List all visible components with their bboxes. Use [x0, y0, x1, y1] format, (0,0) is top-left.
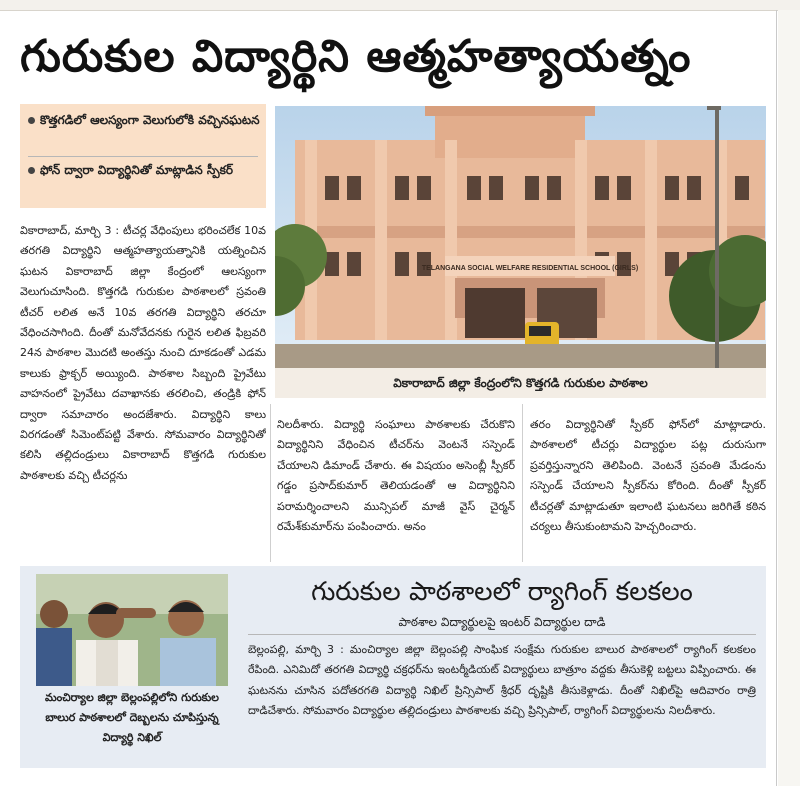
bullet-icon [28, 167, 35, 174]
adjacent-column [778, 10, 800, 786]
student-photo [36, 574, 228, 686]
column-2-text: నిలదీశారు. విద్యార్థి సంఘాలు పాఠశాలకు చేరుకొని విద్యార్థినిని వేధించిన టీచర్‌ను వెంటనే సస్పెండ్ చేయాలని డిమాండ్ చేశారు. ఈ విషయం అసెంబ్లీ స్పీకర్ గడ్డం ప్రసాద్‌కుమార్ తెలియడంతో ఆ విద్యార్థినిని పరామర్శించాలని మున్సిపల్ మాజీ వైస్ చైర్మన్ రమేశ్‌కుమార్‌ను పంపించారు. అనం [277, 418, 515, 534]
bullet-icon [28, 117, 35, 124]
photo-caption: వికారాబాద్ జిల్లా కేంద్రంలోని కొత్తగడి గురుకుల పాఠశాల [275, 368, 766, 398]
page-column-divider [776, 10, 777, 786]
article-column-1 [20, 210, 266, 562]
highlight-item-1 [28, 112, 260, 128]
column-1-text: వికారాబాద్, మార్చి 3 : టీచర్ల వేధింపులు భరించలేక 10వ తరగతి విద్యార్థిని ఆత్మహత్యాయత్నానికి యత్నించిన ఘటన వికారాబాద్ జిల్లా కేంద్రంలో ఆలస్యంగా వెలుగుచూసింది. కొత్తగడి గురుకుల పాఠశాలలో స్రవంతి టీచర్ లలిత అనే 10వ తరగతి విద్యార్థిని తరచూ వేధించసాగింది. దీంతో మనోవేదనకు గురైన లలిత ఫిబ్రవరి 24న పాఠశాల మొదటి అంతస్తు నుంచి దూకడంతో ఎడమ కాలుకు ఫ్రాక్చర్ అయ్యింది. పాఠశాల సిబ్బంది ప్రైవేటు వాహనంలో ప్రైవేటు దవాఖానకు తరలించి, తండ్రికి ఫోన్ ద్వారా సమాచారం అందజేశారు. విద్యార్థిని కాలు విరగడంతో సిమెంట్‌పట్టి వేశారు. సోమవారం విద్యార్థినితో కలిసి తల్లిదండ్రులు వికారాబాద్ కొత్తగడి గురుకుల పాఠశాలకు వచ్చి టీచర్లను [20, 224, 266, 482]
side-story-deck: పాఠశాల విద్యార్థులపై ఇంటర్ విద్యార్థుల దాడి [398, 615, 606, 629]
article-column-2 [277, 404, 515, 562]
highlight-text-1: కొత్తగడిలో ఆలస్యంగా వెలుగులోకి వచ్చినఘటన [40, 113, 260, 127]
side-story-body [248, 640, 756, 764]
previous-article-strip [0, 0, 800, 11]
highlight-text-2: ఫోన్ ద్వారా విద్యార్థినితో మాట్లాడిన స్పీకర్ [40, 163, 234, 177]
side-story-divider [248, 634, 756, 635]
student-photo-caption: మంచిర్యాల జిల్లా బెల్లంపల్లిలోని గురుకుల బాలుర పాఠశాలలో దెబ్బలను చూపిస్తున్న విద్యార్థి నిఖిల్ [44, 691, 219, 744]
highlight-divider [28, 156, 258, 157]
column-rule [270, 404, 271, 562]
column-rule [522, 404, 523, 562]
highlight-item-2 [28, 162, 260, 178]
column-3-text: తరం విద్యార్థినితో స్పీకర్ ఫోన్‌లో మాట్లాడారు. పాఠశాలలో టీచర్లు విద్యార్థుల పట్ల దురుసుగా ప్రవర్తిస్తున్నారని తెలిపింది. వెంటనే స్రవంతి మేడంను సస్పెండ్ చేయాలని స్పీకర్‌ను కోరింది. దీంతో స్పీకర్ టీచర్లతో మాట్లాడుతూ ఇలాంటి ఘటనలు జరిగితే కఠిన చర్యలు తీసుకుంటామని హెచ్చరించారు. [530, 418, 766, 534]
highlights-box [20, 104, 266, 208]
main-headline: గురుకుల విద్యార్థిని ఆత్మహత్యాయత్నం [20, 31, 692, 82]
building-sign-text: TELANGANA SOCIAL WELFARE RESIDENTIAL SCHOOL (GIRLS) [421, 265, 639, 272]
article-column-3 [530, 404, 766, 562]
side-story-body-text: బెల్లంపల్లి, మార్చి 3 : మంచిర్యాల జిల్లా బెల్లంపల్లి సాంఘిక సంక్షేమ గురుకుల బాలుర పాఠశాలలో ర్యాగింగ్ కలకలం రేపింది. ఎనిమిదో తరగతి విద్యార్థి చక్రధర్‌ను ఇంటర్మీడియట్ విద్యార్థులు బాత్రూం వద్దకు తీసుకెళ్లి బట్టలు విప్పించారు. ఈ ఘటనను చూసిన పదోతరగతి విద్యార్థి నిఖిల్ ప్రిన్సిపాల్ శ్రీధర్ దృష్టికి తీసుకెళ్లాడు. దీంతో నిఖిల్‌పై ఆదివారం రాత్రి దాడిచేశారు. సోమవారం విద్యార్థుల తల్లిదండ్రులు పాఠశాలకు వచ్చి ప్రిన్సిపాల్, ర్యాగింగ్ విద్యార్థులను నిలదీశారు. [248, 643, 756, 718]
school-building-photo [275, 106, 766, 368]
side-story-headline: గురుకుల పాఠశాలలో ర్యాగింగ్ కలకలం [311, 577, 693, 607]
